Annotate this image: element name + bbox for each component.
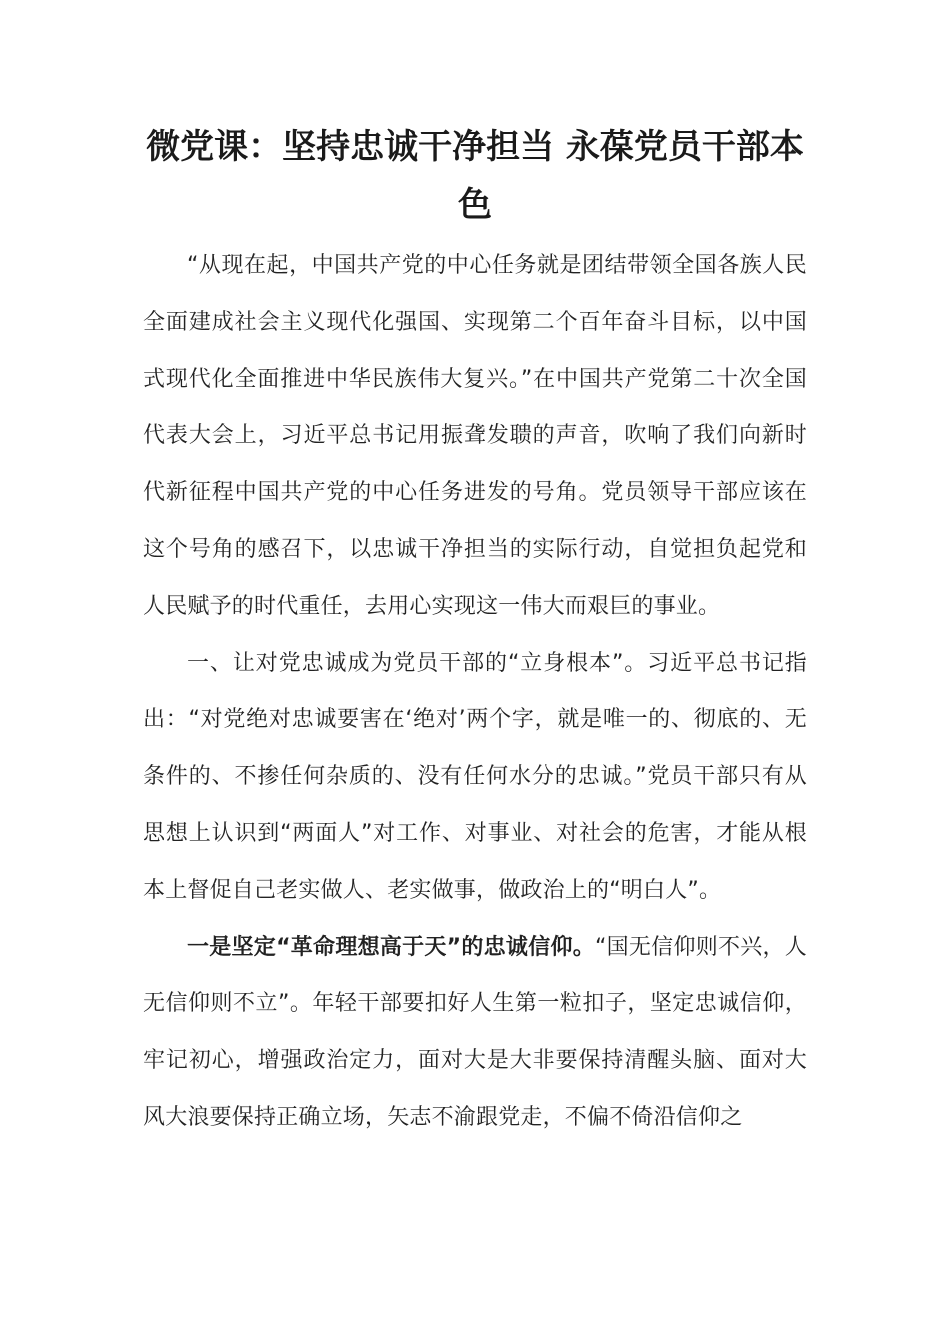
paragraph-intro-text: “从现在起，中国共产党的中心任务就是团结带领全国各族人民全面建成社会主义现代化强国、实现第二个百年奋斗目标，以中国式现代化全面推进中华民族伟大复兴。”在中国共产党第二十次全国代表大会上，习近平总书记用振聋发聩的声音，吹响了我们向新时代新征程中国共产党的中心任务进发的号角。党员领导干部应该在这个号角的感召下，以忠诚干净担当的实际行动，自觉担负起党和人民赋予的时代重任，去用心实现这一伟大而艰巨的事业。 bbox=[143, 253, 807, 619]
paragraph-point-one-heading: 一是坚定“革命理想高于天”的忠诚信仰。 bbox=[187, 934, 595, 960]
paragraph-point-one-text: “国无信仰则不兴，人无信仰则不立”。年轻干部要扣好人生第一粒扣子，坚定忠诚信仰，牢记初心，增强政治定力，面对大是大非要保持清醒头脑、面对大风大浪要保持正确立场，矢志不渝跟党走，不偏不倚沿信仰之 bbox=[143, 934, 807, 1130]
paragraph-intro bbox=[143, 238, 807, 636]
document-title: 微党课：坚持忠诚干净担当 永葆党员干部本色 bbox=[146, 127, 804, 225]
paragraph-section-one bbox=[143, 636, 807, 920]
paragraph-point-one bbox=[143, 920, 807, 1147]
document-body bbox=[143, 238, 807, 1147]
paragraph-section-one-text: 一、让对党忠诚成为党员干部的“立身根本”。习近平总书记指出：“对党绝对忠诚要害在‘绝对’两个字，就是唯一的、彻底的、无条件的、不掺任何杂质的、没有任何水分的忠诚。”党员干部只有从思想上认识到“两面人”对工作、对事业、对社会的危害，才能从根本上督促自己老实做人、老实做事，做政治上的“明白人”。 bbox=[143, 650, 807, 903]
